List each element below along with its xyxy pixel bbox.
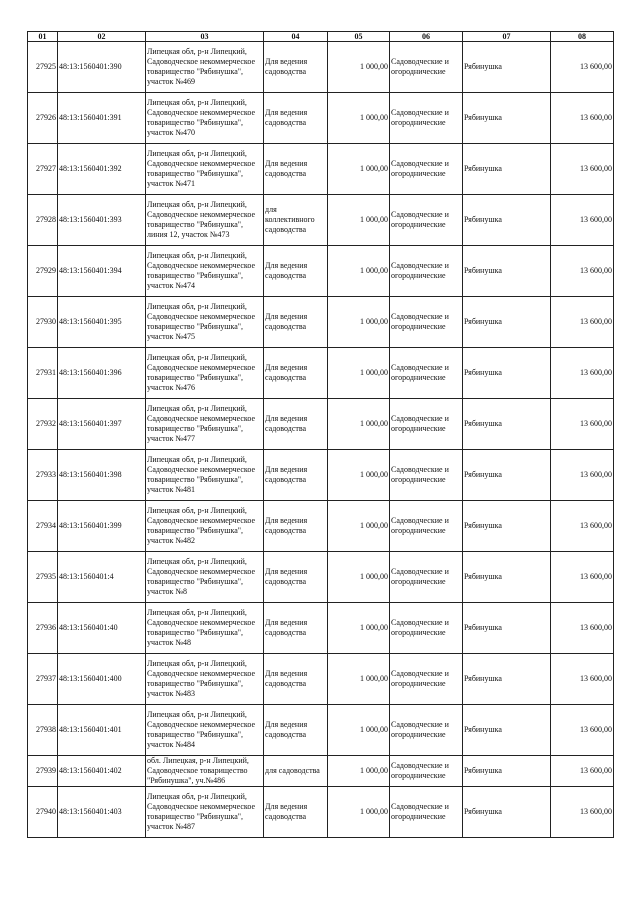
- permitted-use-cell: Для ведения садоводства: [264, 93, 328, 144]
- table-row: [28, 93, 614, 144]
- row-number-cell: 27930: [28, 297, 58, 348]
- partnership-name-cell: Рябинушка: [463, 246, 551, 297]
- row-number-cell: 27939: [28, 756, 58, 787]
- address-cell: Липецкая обл, р-н Липецкий, Садоводческое некоммерческое товарищество "Рябинушка", участок №469: [146, 42, 264, 93]
- address-cell: Липецкая обл, р-н Липецкий, Садоводческое некоммерческое товарищество "Рябинушка", участок №476: [146, 348, 264, 399]
- cadastral-value-cell: 13 600,00: [551, 787, 614, 838]
- row-number-cell: 27926: [28, 93, 58, 144]
- cadastral-value-cell: 13 600,00: [551, 552, 614, 603]
- address-cell: Липецкая обл, р-н Липецкий, Садоводческое некоммерческое товарищество "Рябинушка", участок №483: [146, 654, 264, 705]
- cadastral-number-cell: 48:13:1560401:399: [58, 501, 146, 552]
- area-cell: 1 000,00: [328, 603, 390, 654]
- cadastral-number-cell: 48:13:1560401:403: [58, 787, 146, 838]
- partnership-name-cell: Рябинушка: [463, 42, 551, 93]
- row-number-cell: 27928: [28, 195, 58, 246]
- cadastral-number-cell: 48:13:1560401:394: [58, 246, 146, 297]
- table-row: [28, 787, 614, 838]
- land-registry-table: [27, 31, 614, 838]
- land-category-cell: Садоводческие и огороднические: [390, 787, 463, 838]
- area-cell: 1 000,00: [328, 297, 390, 348]
- permitted-use-cell: Для ведения садоводства: [264, 705, 328, 756]
- partnership-name-cell: Рябинушка: [463, 501, 551, 552]
- table-row: [28, 399, 614, 450]
- cadastral-number-cell: 48:13:1560401:400: [58, 654, 146, 705]
- area-cell: 1 000,00: [328, 552, 390, 603]
- row-number-cell: 27925: [28, 42, 58, 93]
- row-number-cell: 27938: [28, 705, 58, 756]
- permitted-use-cell: Для ведения садоводства: [264, 42, 328, 93]
- land-category-cell: Садоводческие и огороднические: [390, 450, 463, 501]
- land-category-cell: Садоводческие и огороднические: [390, 705, 463, 756]
- permitted-use-cell: Для ведения садоводства: [264, 603, 328, 654]
- address-cell: Липецкая обл, р-н Липецкий, Садоводческое некоммерческое товарищество "Рябинушка", участок №482: [146, 501, 264, 552]
- land-category-cell: Садоводческие и огороднические: [390, 93, 463, 144]
- land-category-cell: Садоводческие и огороднические: [390, 552, 463, 603]
- area-cell: 1 000,00: [328, 450, 390, 501]
- address-cell: Липецкая обл, р-н Липецкий, Садоводческое некоммерческое товарищество "Рябинушка", участок №48: [146, 603, 264, 654]
- row-number-cell: 27927: [28, 144, 58, 195]
- partnership-name-cell: Рябинушка: [463, 144, 551, 195]
- area-cell: 1 000,00: [328, 348, 390, 399]
- partnership-name-cell: Рябинушка: [463, 603, 551, 654]
- partnership-name-cell: Рябинушка: [463, 787, 551, 838]
- cadastral-value-cell: 13 600,00: [551, 399, 614, 450]
- area-cell: 1 000,00: [328, 399, 390, 450]
- header-cell: 02: [58, 32, 146, 42]
- cadastral-number-cell: 48:13:1560401:390: [58, 42, 146, 93]
- row-number-cell: 27934: [28, 501, 58, 552]
- permitted-use-cell: Для ведения садоводства: [264, 501, 328, 552]
- permitted-use-cell: Для ведения садоводства: [264, 144, 328, 195]
- table-row: [28, 501, 614, 552]
- address-cell: Липецкая обл, р-н Липецкий, Садоводческое некоммерческое товарищество "Рябинушка", линия 12, участок №473: [146, 195, 264, 246]
- header-cell: 03: [146, 32, 264, 42]
- area-cell: 1 000,00: [328, 705, 390, 756]
- cadastral-value-cell: 13 600,00: [551, 348, 614, 399]
- partnership-name-cell: Рябинушка: [463, 297, 551, 348]
- table-row: [28, 603, 614, 654]
- table-row: [28, 756, 614, 787]
- address-cell: Липецкая обл, р-н Липецкий, Садоводческое некоммерческое товарищество "Рябинушка", участок №481: [146, 450, 264, 501]
- cadastral-value-cell: 13 600,00: [551, 705, 614, 756]
- area-cell: 1 000,00: [328, 144, 390, 195]
- cadastral-number-cell: 48:13:1560401:401: [58, 705, 146, 756]
- row-number-cell: 27931: [28, 348, 58, 399]
- partnership-name-cell: Рябинушка: [463, 756, 551, 787]
- address-cell: Липецкая обл, р-н Липецкий, Садоводческое некоммерческое товарищество "Рябинушка", участок №470: [146, 93, 264, 144]
- land-category-cell: Садоводческие и огороднические: [390, 654, 463, 705]
- partnership-name-cell: Рябинушка: [463, 654, 551, 705]
- permitted-use-cell: Для ведения садоводства: [264, 348, 328, 399]
- permitted-use-cell: Для ведения садоводства: [264, 246, 328, 297]
- address-cell: Липецкая обл, р-н Липецкий, Садоводческое некоммерческое товарищество "Рябинушка", участок №487: [146, 787, 264, 838]
- area-cell: 1 000,00: [328, 246, 390, 297]
- partnership-name-cell: Рябинушка: [463, 450, 551, 501]
- land-category-cell: Садоводческие и огороднические: [390, 603, 463, 654]
- address-cell: Липецкая обл, р-н Липецкий, Садоводческое некоммерческое товарищество "Рябинушка", участок №475: [146, 297, 264, 348]
- permitted-use-cell: Для ведения садоводства: [264, 654, 328, 705]
- cadastral-value-cell: 13 600,00: [551, 450, 614, 501]
- cadastral-value-cell: 13 600,00: [551, 603, 614, 654]
- cadastral-value-cell: 13 600,00: [551, 42, 614, 93]
- cadastral-number-cell: 48:13:1560401:393: [58, 195, 146, 246]
- cadastral-value-cell: 13 600,00: [551, 654, 614, 705]
- header-cell: 05: [328, 32, 390, 42]
- address-cell: Липецкая обл, р-н Липецкий, Садоводческое некоммерческое товарищество "Рябинушка", участок №484: [146, 705, 264, 756]
- land-category-cell: Садоводческие и огороднические: [390, 348, 463, 399]
- cadastral-number-cell: 48:13:1560401:391: [58, 93, 146, 144]
- cadastral-value-cell: 13 600,00: [551, 93, 614, 144]
- header-row: [28, 32, 614, 42]
- row-number-cell: 27936: [28, 603, 58, 654]
- cadastral-number-cell: 48:13:1560401:396: [58, 348, 146, 399]
- cadastral-value-cell: 13 600,00: [551, 246, 614, 297]
- permitted-use-cell: Для ведения садоводства: [264, 297, 328, 348]
- land-category-cell: Садоводческие и огороднические: [390, 756, 463, 787]
- header-cell: 08: [551, 32, 614, 42]
- cadastral-value-cell: 13 600,00: [551, 195, 614, 246]
- land-category-cell: Садоводческие и огороднические: [390, 501, 463, 552]
- cadastral-number-cell: 48:13:1560401:392: [58, 144, 146, 195]
- address-cell: Липецкая обл, р-н Липецкий, Садоводческое некоммерческое товарищество "Рябинушка", участок №471: [146, 144, 264, 195]
- partnership-name-cell: Рябинушка: [463, 348, 551, 399]
- permitted-use-cell: Для ведения садоводства: [264, 787, 328, 838]
- partnership-name-cell: Рябинушка: [463, 552, 551, 603]
- table-row: [28, 144, 614, 195]
- table-row: [28, 42, 614, 93]
- table-row: [28, 195, 614, 246]
- area-cell: 1 000,00: [328, 195, 390, 246]
- row-number-cell: 27935: [28, 552, 58, 603]
- row-number-cell: 27932: [28, 399, 58, 450]
- cadastral-number-cell: 48:13:1560401:402: [58, 756, 146, 787]
- table-row: [28, 552, 614, 603]
- cadastral-value-cell: 13 600,00: [551, 501, 614, 552]
- cadastral-value-cell: 13 600,00: [551, 756, 614, 787]
- cadastral-value-cell: 13 600,00: [551, 297, 614, 348]
- land-category-cell: Садоводческие и огороднические: [390, 195, 463, 246]
- partnership-name-cell: Рябинушка: [463, 705, 551, 756]
- row-number-cell: 27940: [28, 787, 58, 838]
- cadastral-number-cell: 48:13:1560401:397: [58, 399, 146, 450]
- address-cell: обл. Липецкая, р-н Липецкий, Садоводческое товарищество "Рябинушка", уч.№486: [146, 756, 264, 787]
- table-row: [28, 246, 614, 297]
- header-cell: 01: [28, 32, 58, 42]
- permitted-use-cell: Для ведения садоводства: [264, 399, 328, 450]
- cadastral-number-cell: 48:13:1560401:395: [58, 297, 146, 348]
- area-cell: 1 000,00: [328, 654, 390, 705]
- area-cell: 1 000,00: [328, 42, 390, 93]
- area-cell: 1 000,00: [328, 787, 390, 838]
- area-cell: 1 000,00: [328, 756, 390, 787]
- cadastral-number-cell: 48:13:1560401:40: [58, 603, 146, 654]
- header-cell: 06: [390, 32, 463, 42]
- header-cell: 04: [264, 32, 328, 42]
- land-category-cell: Садоводческие и огороднические: [390, 246, 463, 297]
- cadastral-number-cell: 48:13:1560401:4: [58, 552, 146, 603]
- land-category-cell: Садоводческие и огороднические: [390, 144, 463, 195]
- partnership-name-cell: Рябинушка: [463, 93, 551, 144]
- address-cell: Липецкая обл, р-н Липецкий, Садоводческое некоммерческое товарищество "Рябинушка", участок №474: [146, 246, 264, 297]
- permitted-use-cell: Для ведения садоводства: [264, 450, 328, 501]
- table-row: [28, 705, 614, 756]
- address-cell: Липецкая обл, р-н Липецкий, Садоводческое некоммерческое товарищество "Рябинушка", участок №8: [146, 552, 264, 603]
- header-cell: 07: [463, 32, 551, 42]
- table-row: [28, 450, 614, 501]
- area-cell: 1 000,00: [328, 93, 390, 144]
- table-row: [28, 297, 614, 348]
- cadastral-value-cell: 13 600,00: [551, 144, 614, 195]
- partnership-name-cell: Рябинушка: [463, 399, 551, 450]
- permitted-use-cell: Для ведения садоводства: [264, 552, 328, 603]
- row-number-cell: 27933: [28, 450, 58, 501]
- partnership-name-cell: Рябинушка: [463, 195, 551, 246]
- row-number-cell: 27929: [28, 246, 58, 297]
- land-category-cell: Садоводческие и огороднические: [390, 399, 463, 450]
- row-number-cell: 27937: [28, 654, 58, 705]
- permitted-use-cell: для садоводства: [264, 756, 328, 787]
- area-cell: 1 000,00: [328, 501, 390, 552]
- land-category-cell: Садоводческие и огороднические: [390, 297, 463, 348]
- land-category-cell: Садоводческие и огороднические: [390, 42, 463, 93]
- cadastral-number-cell: 48:13:1560401:398: [58, 450, 146, 501]
- table-row: [28, 348, 614, 399]
- address-cell: Липецкая обл, р-н Липецкий, Садоводческое некоммерческое товарищество "Рябинушка", участок №477: [146, 399, 264, 450]
- table-body: [28, 42, 614, 838]
- table-row: [28, 654, 614, 705]
- permitted-use-cell: для коллективного садоводства: [264, 195, 328, 246]
